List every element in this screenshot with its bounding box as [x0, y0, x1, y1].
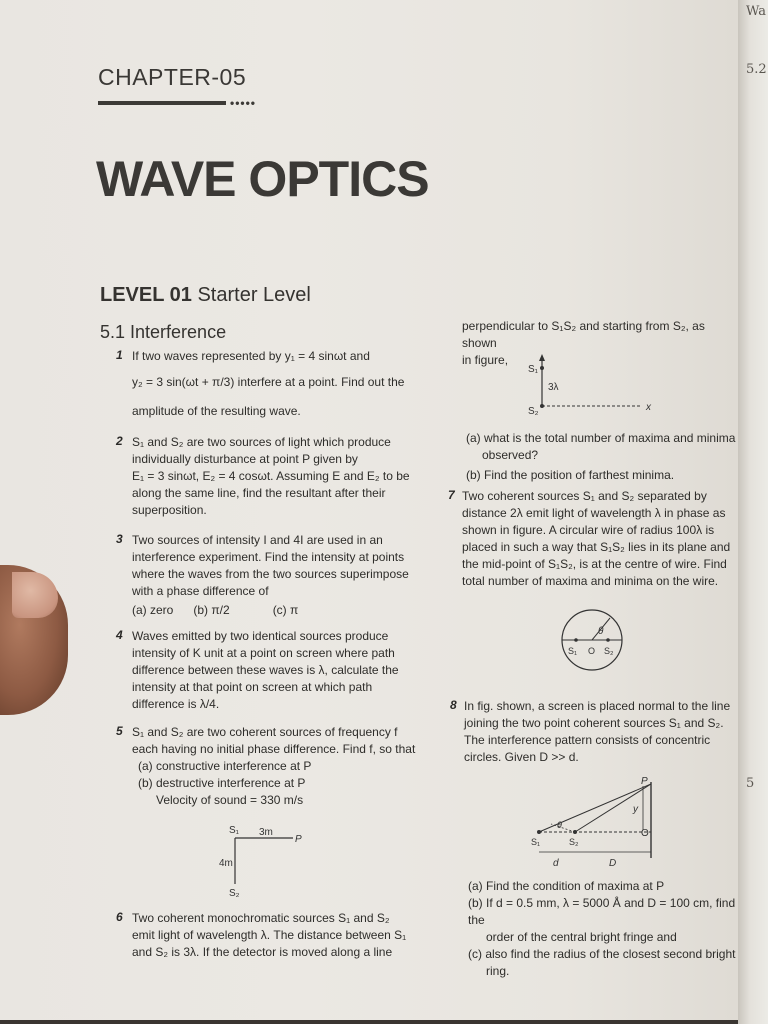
question-text: circles. Given D >> d.: [464, 750, 579, 764]
question-text: in figure,: [462, 353, 509, 367]
question-text: intensity at that point on screen at which path: [132, 680, 373, 694]
question-text: difference is λ/4.: [132, 697, 220, 711]
figure-label-s1: S₁: [528, 364, 539, 375]
option-b: (b) destructive interference at P: [138, 776, 306, 790]
figure-label-D: D: [609, 858, 617, 869]
question-text: placed in such a way that S₁S₂ lies in its plane and: [462, 540, 731, 554]
figure-label-s1: S₁: [531, 837, 541, 847]
option-b: (b) If d = 0.5 mm, λ = 5000 Å and D = 100 cm, find the: [468, 896, 736, 927]
question-8: [450, 698, 740, 766]
chapter-dots: •••••: [230, 96, 257, 110]
question-number: 7: [448, 488, 455, 502]
figure-label-theta: θ: [598, 626, 604, 637]
question-text: individually disturbance at point P given by: [132, 452, 358, 466]
figure-label-y: y: [633, 804, 638, 815]
next-page-edge: [738, 0, 768, 1024]
figure-label-s1: S₁: [568, 646, 578, 656]
question-text: and S₂ is 3λ. If the detector is moved along a line: [132, 945, 393, 959]
section-title: 5.1 Interference: [100, 322, 227, 342]
question-number: 6: [116, 910, 123, 924]
option-c: (c) π: [272, 603, 299, 617]
figure-label-p: P: [641, 776, 648, 787]
question-6: [116, 910, 436, 961]
question-text: shown in figure. A circular wire of radius 100λ is: [462, 523, 715, 537]
question-text: superposition.: [132, 503, 207, 517]
question-number: 4: [116, 628, 123, 642]
figure-q7: [556, 608, 628, 672]
question-text: with a phase difference of: [132, 584, 269, 598]
option-a: (a) zero: [132, 603, 174, 617]
option-a: (a) Find the condition of maxima at P: [468, 879, 665, 893]
question-4: [116, 628, 436, 713]
question-text: E₁ = 3 sinωt, E₂ = 4 cosωt. Assuming E and E₂ to be: [132, 469, 410, 483]
question-number: 1: [116, 348, 123, 362]
question-6-options: [466, 430, 741, 484]
option-c: ring.: [486, 964, 510, 978]
question-text: Waves emitted by two identical sources produce: [132, 629, 389, 643]
question-1: [116, 348, 436, 420]
question-text: distance 2λ emit light of wavelength λ in phase as: [462, 506, 726, 520]
figure-label-distance: 3m: [259, 827, 273, 838]
figure-label-s2: S₂: [569, 837, 579, 847]
figure-label-s2: S₂: [604, 646, 614, 656]
question-text: interference experiment. Find the intensity at points: [132, 550, 405, 564]
figure-label-s2: S₂: [229, 888, 240, 899]
question-text: difference between these waves is λ, calculate the: [132, 663, 399, 677]
question-text: perpendicular to S₁S₂ and starting from S₂, as shown: [462, 319, 705, 350]
question-text: each having no initial phase difference. Find f, so that: [132, 742, 416, 756]
question-text: The interference pattern consists of concentric: [464, 733, 711, 747]
next-page-text: 5.2: [746, 62, 767, 77]
next-page-text: 5: [746, 776, 755, 791]
option-b: (b) π/2: [193, 603, 230, 617]
question-8-options: [468, 878, 740, 980]
figure-label-p: P: [295, 834, 302, 845]
question-number: 5: [116, 724, 123, 738]
question-text: amplitude of the resulting wave.: [132, 404, 301, 418]
question-text: total number of maxima and minima on the wire.: [462, 574, 719, 588]
chapter-underline: [98, 101, 226, 105]
question-text: where the waves from the two sources superimpose: [132, 567, 409, 581]
level-heading: [100, 284, 311, 307]
option-b: (b) Find the position of farthest minima.: [466, 468, 675, 482]
question-text: along the same line, find the resultant after their: [132, 486, 386, 500]
figure-label-distance: 4m: [219, 858, 233, 869]
question-text: emit light of wavelength λ. The distance between S₁: [132, 928, 407, 942]
figure-label-s2: S₂: [528, 406, 539, 416]
chapter-label: CHAPTER-05: [98, 64, 247, 90]
question-7: [448, 488, 740, 590]
next-page-text: Wa: [746, 4, 766, 19]
question-text: y₂ = 3 sin(ωt + π/3) interfere at a point. Find out the: [132, 375, 405, 389]
figure-label-s1: S₁: [229, 825, 240, 836]
question-number: 3: [116, 532, 123, 546]
figure-label-x: x: [646, 402, 651, 413]
question-3: [116, 532, 436, 619]
level-code: LEVEL 01: [100, 284, 192, 306]
question-text: Two coherent sources S₁ and S₂ separated by: [462, 489, 707, 503]
figure-label-o: O: [588, 646, 596, 656]
figure-q6: [522, 354, 662, 416]
question-text: In fig. shown, a screen is placed normal to the line: [464, 699, 731, 713]
question-text: intensity of K unit at a point on screen where path: [132, 646, 395, 660]
figure-label-d: d: [553, 858, 559, 869]
question-number: 8: [450, 698, 457, 712]
figure-label-theta: θ: [557, 820, 562, 830]
question-5: [116, 724, 436, 809]
figure-label-o: O: [641, 828, 649, 839]
level-name: Starter Level: [197, 284, 311, 306]
option-b: order of the central bright fringe and: [486, 930, 677, 944]
velocity-note: Velocity of sound = 330 m/s: [156, 793, 304, 807]
question-number: 2: [116, 434, 123, 448]
question-text: S₁ and S₂ are two sources of light which produce: [132, 435, 391, 449]
figure-q5: [215, 822, 315, 900]
question-text: joining the two point coherent sources S₁ and S₂.: [464, 716, 724, 730]
question-text: Two sources of intensity I and 4I are used in an: [132, 533, 383, 547]
question-text: If two waves represented by y₁ = 4 sinωt and: [132, 349, 370, 363]
question-text: S₁ and S₂ are two coherent sources of frequency f: [132, 725, 398, 739]
question-text: Two coherent monochromatic sources S₁ and S₂: [132, 911, 390, 925]
option-a: (a) what is the total number of maxima and minima: [466, 431, 736, 445]
question-2: [116, 434, 436, 519]
chapter-title: WAVE OPTICS: [96, 151, 429, 207]
question-text: the mid-point of S₁S₂, is at the centre of wire. Find: [462, 557, 727, 571]
figure-q8: [525, 772, 665, 870]
figure-label-separation: 3λ: [548, 382, 559, 393]
option-c: (c) also find the radius of the closest second bright: [468, 947, 736, 961]
option-a: observed?: [482, 448, 539, 462]
option-a: (a) constructive interference at P: [138, 759, 312, 773]
